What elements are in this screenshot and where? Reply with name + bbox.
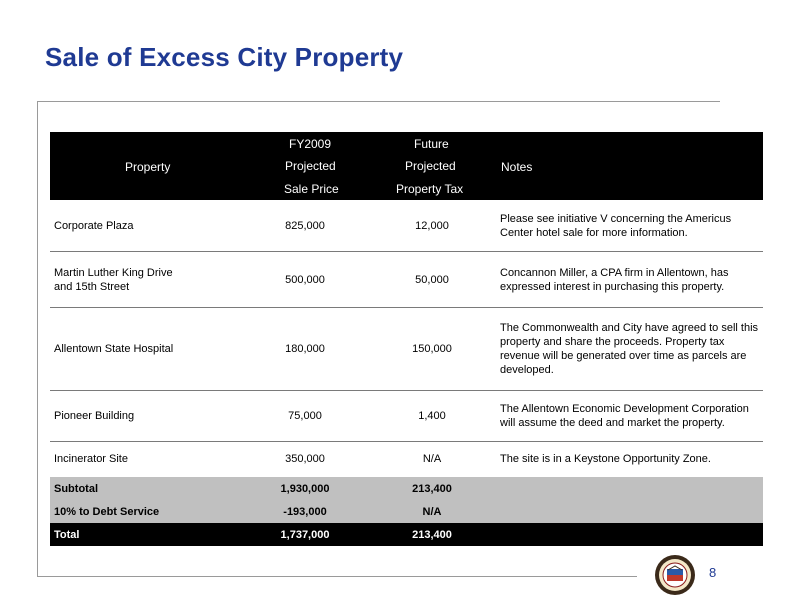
property-cell: Corporate Plaza [54, 219, 134, 232]
property-cell: Allentown State Hospital [54, 343, 174, 355]
header-fy2009: FY2009 [289, 137, 332, 151]
total-row: Total 1,737,000 213,400 [50, 523, 763, 546]
page-number: 8 [709, 565, 717, 580]
header-notes: Notes [501, 160, 533, 174]
frame-top-rule [37, 101, 720, 102]
notes-cell: Please see initiative V concerning the Americus Center hotel sale for more information. [500, 212, 732, 239]
notes-cell: The site is in a Keystone Opportunity Zone. [500, 453, 711, 465]
property-cell: Pioneer Building [54, 410, 135, 422]
notes-cell: Concannon Miller, a CPA firm in Allentown, has expressed interest in purchasing this property. [500, 266, 729, 293]
property-tax-cell: 12,000 [415, 219, 449, 232]
sale-price-cell: 350,000 [285, 453, 325, 465]
header-property-tax: Property Tax [396, 182, 464, 196]
header-sale-price: Sale Price [284, 182, 339, 196]
table-row [50, 200, 763, 252]
table-row [50, 252, 763, 308]
property-tax-cell: 150,000 [412, 343, 452, 355]
property-cell: Martin Luther King Drive and 15th Street [54, 266, 173, 293]
frame-left-rule [37, 101, 38, 577]
sale-price-cell: 825,000 [285, 219, 325, 232]
notes-cell: The Commonwealth and City have agreed to sell this property and share the proceeds. Property tax revenue will be generated over time as parcels are developed. [500, 322, 759, 376]
header-projected-tax: Projected [405, 159, 456, 173]
table-header [50, 132, 763, 200]
debt-service-row: 10% to Debt Service -193,000 N/A [50, 500, 763, 523]
subtotal-row: Subtotal 1,930,000 213,400 [50, 477, 763, 500]
property-tax-cell: 50,000 [415, 273, 449, 286]
header-property: Property [125, 160, 171, 174]
property-tax-cell: N/A [422, 453, 442, 465]
table-row [50, 442, 763, 476]
sale-price-cell: 500,000 [285, 273, 325, 286]
property-cell: Incinerator Site [54, 453, 128, 465]
header-projected-sale: Projected [285, 159, 336, 173]
city-seal-icon [654, 554, 696, 596]
sale-price-cell: 75,000 [288, 410, 322, 422]
frame-bottom-rule [37, 576, 637, 577]
table-row [50, 391, 763, 442]
notes-cell: The Allentown Economic Development Corporation will assume the deed and market the property. [500, 403, 749, 429]
sale-price-cell: 180,000 [285, 343, 325, 355]
table-row [50, 308, 763, 391]
header-future: Future [414, 137, 449, 151]
property-tax-cell: 1,400 [418, 410, 446, 422]
page-title: Sale of Excess City Property [45, 42, 404, 72]
